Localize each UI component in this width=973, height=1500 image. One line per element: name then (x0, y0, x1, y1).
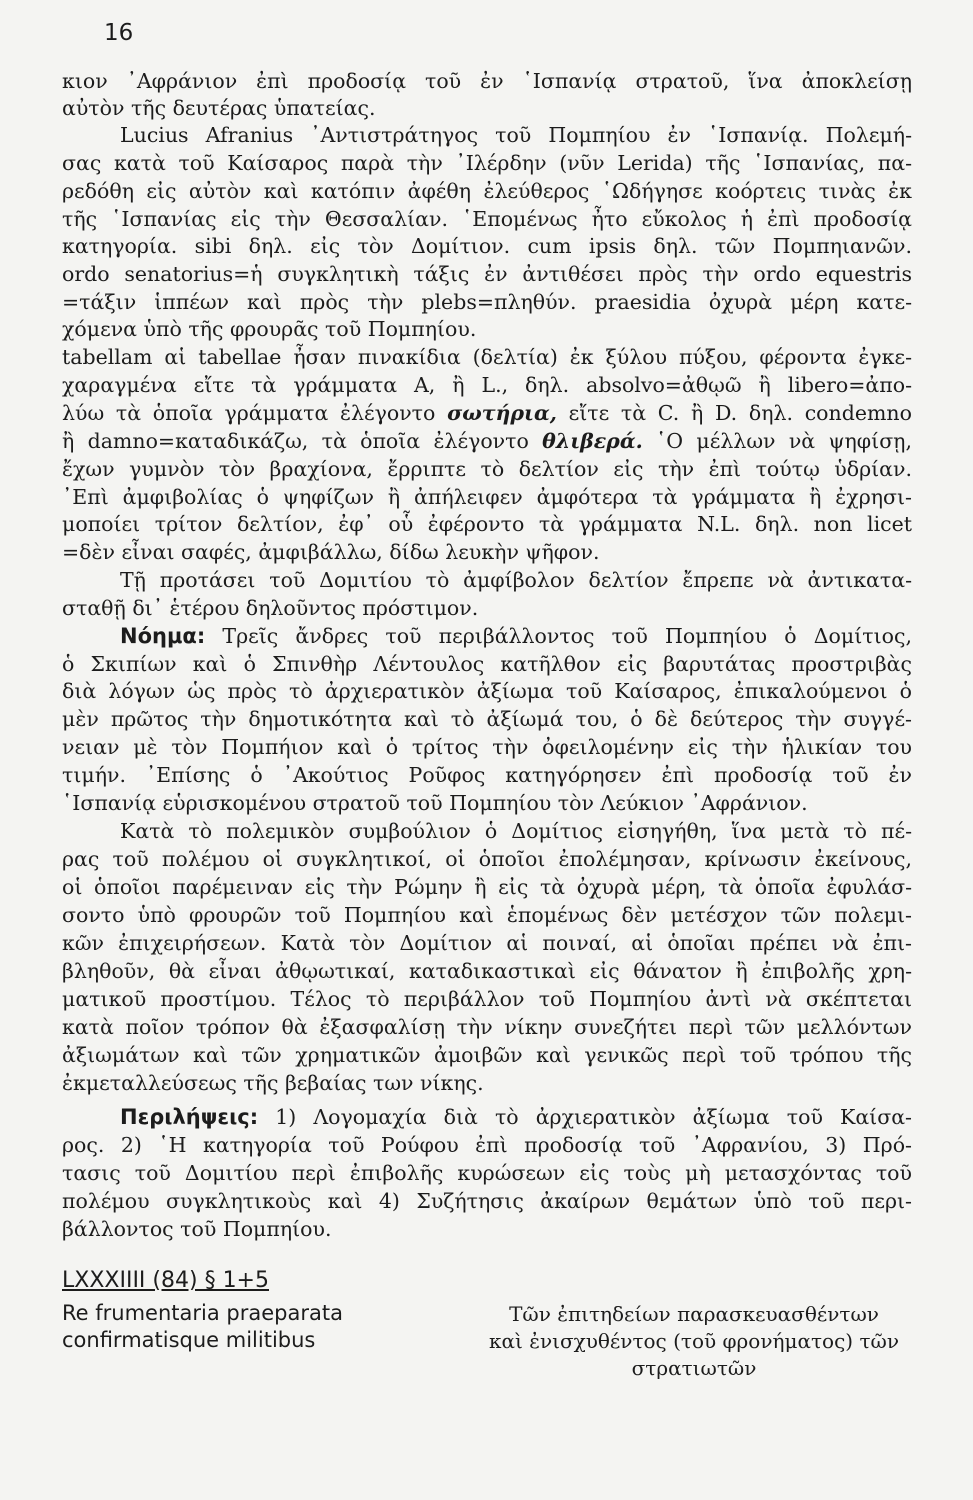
text-line: ρεδόθη εἰς αὐτὸν καὶ κατόπιν ἀφέθη ἐλεύθερος ῾Ωδήγησε κοόρτεις τινὰς ἐκ (62, 179, 912, 203)
text-line: μοποίει τρίτον δελτίον, ἐφ᾿ οὗ ἐφέροντο τὰ γράμματα N.L. δηλ. non licet (62, 512, 912, 536)
latin-title-line: confirmatisque militibus (62, 1328, 316, 1352)
text-line: κατὰ ποῖον τρόπον θὰ ἐξασφαλίσῃ τὴν νίκην συνεζήτει περὶ τῶν μελλόντων (62, 1015, 912, 1039)
text-line (120, 1104, 912, 1131)
text-line: σας κατὰ τοῦ Καίσαρος παρὰ τὴν ᾿Ιλέρδην (νῦν Lerida) τῆς ῾Ισπανίας, πα- (62, 151, 912, 175)
text-line: σοντο ὑπὸ φρουρῶν τοῦ Πομπηίου καὶ ἑπομένως δὲν μετέσχον τῶν πολεμι- (62, 903, 912, 927)
heading-perilipseis: Περιλήψεις: (120, 1105, 259, 1129)
text-line: οἱ ὁποῖοι παρέμειναν εἰς τὴν Ρώμην ἢ εἰς τὰ ὀχυρὰ μέρη, τὰ ὁποῖα ἐφυλάσ- (62, 875, 912, 899)
latin-title (62, 1300, 343, 1354)
page-number: 16 (104, 20, 134, 46)
text-line: ἀξιωμάτων καὶ τῶν χρηματικῶν ἀμοιβῶν καὶ γενικῶς περὶ τοῦ τρόπου τῆς (62, 1043, 912, 1067)
greek-title-line: Τῶν ἐπιτηδείων παρασκευασθέντων (509, 1302, 879, 1326)
text-segment: Τρεῖς ἄνδρες τοῦ περιβάλλοντος τοῦ Πομπηίου ὁ Δομίτιος, (222, 624, 912, 648)
heading-noima: Νόημα: (120, 624, 206, 648)
text-segment: ῾Ο μέλλων νὰ ψηφίσῃ, (656, 429, 912, 453)
text-line: Lucius Afranius ᾿Αντιστράτηγος τοῦ Πομπηίου ἐν ῾Ισπανίᾳ. Πολεμή- (120, 123, 912, 147)
text-line: σταθῇ δι᾿ ἑτέρου δηλοῦντος πρόστιμον. (62, 596, 479, 620)
text-line: ρας τοῦ πολέμου οἱ συγκλητικοί, οἱ ὁποῖοι ἐπολέμησαν, κρίνωσιν ἐκείνους, (62, 847, 912, 871)
text-line: βληθοῦν, θὰ εἶναι ἀθῳωτικαί, καταδικαστικαὶ εἰς θάνατον ἢ ἐπιβολῆς χρη- (62, 959, 912, 983)
text-segment: λύω τὰ ὁποῖα γράμματα ἐλέγοντο (62, 401, 436, 425)
text-line: πολέμου συγκλητικοὺς καὶ 4) Συζήτησις ἀκαίρων θεμάτων ὑπὸ τοῦ περι- (62, 1189, 912, 1213)
text-line: ὁ Σκιπίων καὶ ὁ Σπινθὴρ Λέντουλος κατῆλθον εἰς βαρυτάτας προστριβὰς (62, 652, 912, 676)
text-line: μὲν πρῶτος τὴν δημοτικότητα καὶ τὸ ἀξίωμά του, ὁ δὲ δεύτερος τὴν συγγέ- (62, 707, 912, 731)
text-line: τιμήν. ᾿Επίσης ὁ ᾿Ακούτιος Ροῦφος κατηγόρησεν ἐπὶ προδοσίᾳ τοῦ ἐν (62, 763, 912, 787)
text-line (62, 428, 912, 455)
text-line: αὐτὸν τῆς δευτέρας ὑπατείας. (62, 96, 376, 120)
text-line: τασις τοῦ Δομιτίου περὶ ἐπιβολῆς κυρώσεων εἰς τοὺς μὴ μετασχόντας τοῦ (62, 1161, 912, 1185)
text-line: ματικοῦ προστίμου. Τέλος τὸ περιβάλλον τοῦ Πομπηίου ἀντὶ νὰ σκέπτεται (62, 987, 912, 1011)
text-line: χόμενα ὑπὸ τῆς φρουρᾶς τοῦ Πομπηίου. (62, 317, 477, 341)
text-line: ῾Ισπανίᾳ εὑρισκομένου στρατοῦ τοῦ Πομπηίου τὸν Λεύκιον ᾿Αφράνιον. (62, 791, 808, 815)
text-line: Τῇ προτάσει τοῦ Δομιτίου τὸ ἀμφίβολον δελτίον ἔπρεπε νὰ ἀντικατα- (120, 568, 912, 592)
text-line: χαραγμένα εἴτε τὰ γράμματα A, ἢ L., δηλ. absolvo=ἀθῳῶ ἢ libero=ἀπο- (62, 373, 912, 397)
emphasis-word: σωτήρια, (447, 401, 557, 425)
text-segment: 1) Λογομαχία διὰ τὸ ἀρχιερατικὸν ἀξίωμα τοῦ Καίσα- (275, 1105, 912, 1129)
text-line (120, 623, 912, 650)
text-line: ordo senatorius=ἡ συγκλητικὴ τάξις ἐν ἀντιθέσει πρὸς τὴν ordo equestris (62, 262, 912, 286)
text-line: βάλλοντος τοῦ Πομπηίου. (62, 1217, 332, 1241)
text-line: ἔχων γυμνὸν τὸν βραχίονα, ἔρριπτε τὸ δελτίον εἰς τὴν ἐπὶ τούτῳ ὑδρίαν. (62, 457, 912, 481)
text-line: ἐκμεταλλεύσεως τῆς βεβαίας των νίκης. (62, 1071, 484, 1095)
text-line: διὰ λόγων ὡς πρὸς τὸ ἀρχιερατικὸν ἀξίωμα τοῦ Καίσαρος, ἐπικαλούμενοι ὁ (62, 679, 912, 703)
text-line: κατηγορία. sibi δηλ. εἰς τὸν Δομίτιον. cum ipsis δηλ. τῶν Πομπηιανῶν. (62, 234, 912, 258)
greek-title-line: καὶ ἐνισχυθέντος (τοῦ φρονήματος) τῶν (489, 1329, 899, 1353)
text-line: Κατὰ τὸ πολεμικὸν συμβούλιον ὁ Δομίτιος εἰσηγήθη, ἵνα μετὰ τὸ πέ- (120, 819, 912, 843)
text-line: κῶν ἐπιχειρήσεων. Κατὰ τὸν Δομίτιον αἱ ποιναί, αἱ ὁποῖαι πρέπει νὰ ἐπι- (62, 931, 912, 955)
text-line: =δὲν εἶναι σαφές, ἀμφιβάλλω, δίδω λευκὴν ψῆφον. (62, 540, 600, 564)
text-line: ᾿Επὶ ἀμφιβολίας ὁ ψηφίζων ἢ ἀπήλειφεν ἀμφότερα τὰ γράμματα ἢ ἐχρησι- (62, 485, 912, 509)
section-number: LXXXIIII (84) § 1+5 (62, 1268, 269, 1293)
text-line: νειαν μὲ τὸν Πομπήιον καὶ ὁ τρίτος τὴν ὀφειλομένην εἰς τὴν ἡλικίαν του (62, 735, 912, 759)
text-line: κιον ᾿Αφράνιον ἐπὶ προδοσίᾳ τοῦ ἐν ῾Ισπανίᾳ στρατοῦ, ἵνα ἀποκλείσῃ (62, 69, 912, 93)
text-line: tabellam αἱ tabellae ἦσαν πινακίδια (δελτία) ἐκ ξύλου πύξου, φέροντα ἐγκε- (62, 345, 912, 369)
greek-title-line: στρατιωτῶν (631, 1356, 757, 1380)
text-line: τῆς ῾Ισπανίας εἰς τὴν Θεσσαλίαν. ῾Επομένως ἦτο εὔκολος ἡ ἐπὶ προδοσίᾳ (62, 207, 912, 231)
greek-title (474, 1301, 914, 1382)
text-line: ρος. 2) ῾Η κατηγορία τοῦ Ρούφου ἐπὶ προδοσίᾳ τοῦ ᾿Αφρανίου, 3) Πρό- (62, 1133, 912, 1157)
emphasis-word: θλιβερά. (542, 429, 643, 453)
text-segment: ἢ damno=καταδικάζω, τὰ ὁποῖα ἐλέγοντο (62, 429, 529, 453)
text-line (62, 400, 912, 427)
text-segment: εἴτε τὰ C. ἢ D. δηλ. condemno (568, 401, 912, 425)
latin-title-line: Re frumentaria praeparata (62, 1301, 343, 1325)
text-line: =τάξιν ἱππέων καὶ πρὸς τὴν plebs=πληθύν. praesidia ὀχυρὰ μέρη κατε- (62, 290, 912, 314)
